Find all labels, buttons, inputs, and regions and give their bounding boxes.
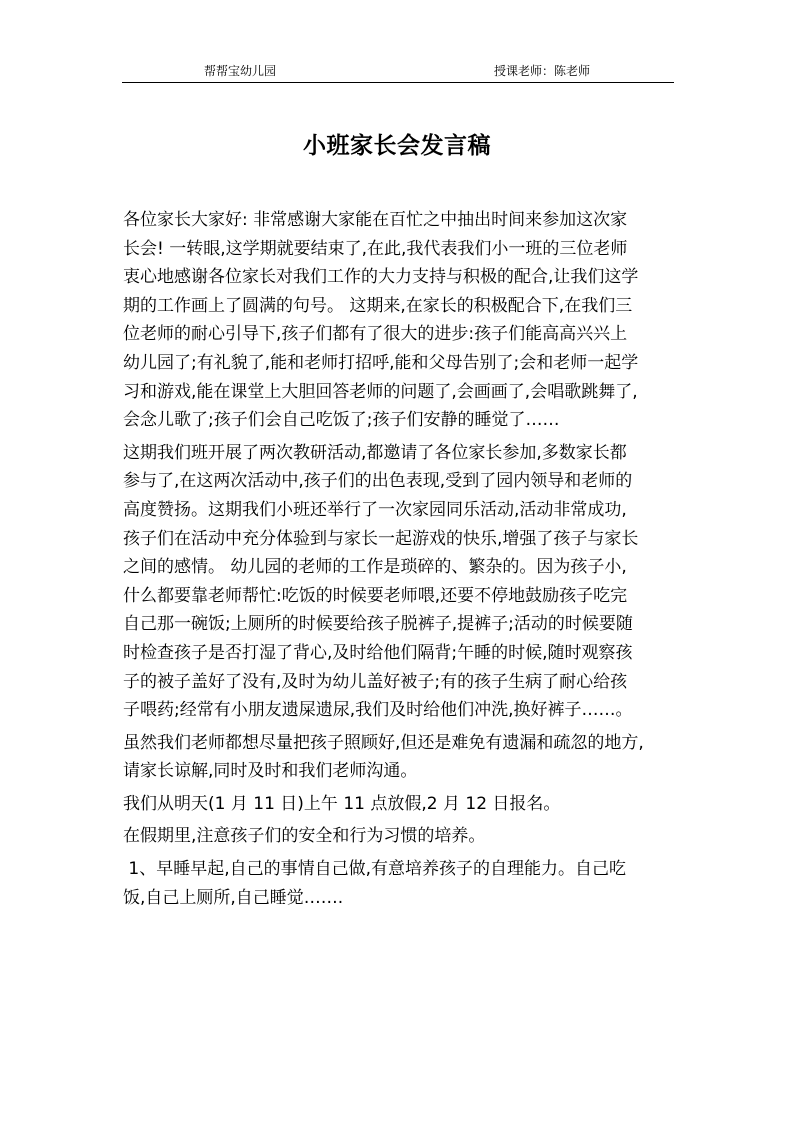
- text-line: 1、早睡早起,自己的事情自己做,有意培养孩子的自理能力。自己吃: [123, 859, 627, 880]
- school-name: 帮帮宝幼儿园: [204, 64, 277, 78]
- paragraph-activities: [123, 439, 683, 725]
- text-line: 我们从明天(1 月 11 日)上午 11 点放假,2 月 12 日报名。: [123, 793, 561, 814]
- paragraph-holiday-safety: [123, 822, 683, 851]
- text-line: 时检查孩子是否打湿了背心,及时给他们隔背;午睡的时候,随时观察孩: [123, 642, 633, 663]
- text-line: 子喂药;经常有小朋友遗屎遗尿,我们及时给他们冲洗,换好裤子……。: [123, 700, 633, 721]
- text-line: 这期我们班开展了两次教研活动,都邀请了各位家长参加,多数家长都: [123, 442, 627, 463]
- paragraph-holiday-dates: [123, 790, 683, 819]
- text-line: 衷心地感谢各位家长对我们工作的大力支持与积极的配合,让我们这学: [123, 267, 639, 288]
- text-line: 幼儿园了;有礼貌了,能和老师打招呼,能和父母告别了;会和老师一起学: [123, 352, 639, 373]
- text-line: 之间的感情。 幼儿园的老师的工作是琐碎的、繁杂的。因为孩子小,: [123, 557, 627, 578]
- text-line: 自己那一碗饭;上厕所的时候要给孩子脱裤子,提裤子;活动的时候要随: [123, 614, 633, 635]
- text-line: 期的工作画上了圆满的句号。 这期来,在家长的积极配合下,在我们三: [123, 295, 633, 316]
- text-line: 会念儿歌了;孩子们会自己吃饭了;孩子们安静的睡觉了……: [123, 410, 560, 431]
- text-line: 各位家长大家好: 非常感谢大家能在百忙之中抽出时间来参加这次家: [123, 210, 628, 230]
- page-header: [122, 56, 674, 83]
- text-line: 参与了,在这两次活动中,孩子们的出色表现,受到了园内领导和老师的: [123, 471, 633, 492]
- text-line: 什么都要靠老师帮忙:吃饭的时候要老师喂,还要不停地鼓励孩子吃完: [123, 585, 628, 606]
- text-line: 在假期里,注意孩子们的安全和行为习惯的培养。: [123, 826, 486, 847]
- text-line: 位老师的耐心引导下,孩子们都有了很大的进步:孩子们能高高兴兴上: [123, 324, 628, 345]
- text-line: 长会! 一转眼,这学期就要结束了,在此,我代表我们小一班的三位老师: [123, 238, 628, 259]
- document-title: 小班家长会发言稿: [303, 133, 491, 159]
- text-line: 虽然我们老师都想尽量把孩子照顾好,但还是难免有遗漏和疏忽的地方,: [123, 732, 644, 753]
- teacher-name: 授课老师：陈老师: [494, 64, 591, 78]
- text-line: 高度赞扬。这期我们小班还举行了一次家园同乐活动,活动非常成功,: [123, 499, 627, 520]
- paragraph-apology: [123, 729, 683, 786]
- paragraph-greeting: [123, 206, 683, 435]
- text-line: 子的被子盖好了没有,及时为幼儿盖好被子;有的孩子生病了耐心给孩: [123, 671, 628, 692]
- document-body: [123, 206, 683, 916]
- text-line: 孩子们在活动中充分体验到与家长一起游戏的快乐,增强了孩子与家长: [123, 528, 639, 549]
- text-line: 习和游戏,能在课堂上大胆回答老师的问题了,会画画了,会唱歌跳舞了,: [123, 381, 638, 402]
- text-line: 请家长谅解,同时及时和我们老师沟通。: [123, 761, 418, 782]
- paragraph-tip-1: [123, 855, 683, 912]
- text-line: 饭,自己上厕所,自己睡觉…….: [123, 887, 344, 908]
